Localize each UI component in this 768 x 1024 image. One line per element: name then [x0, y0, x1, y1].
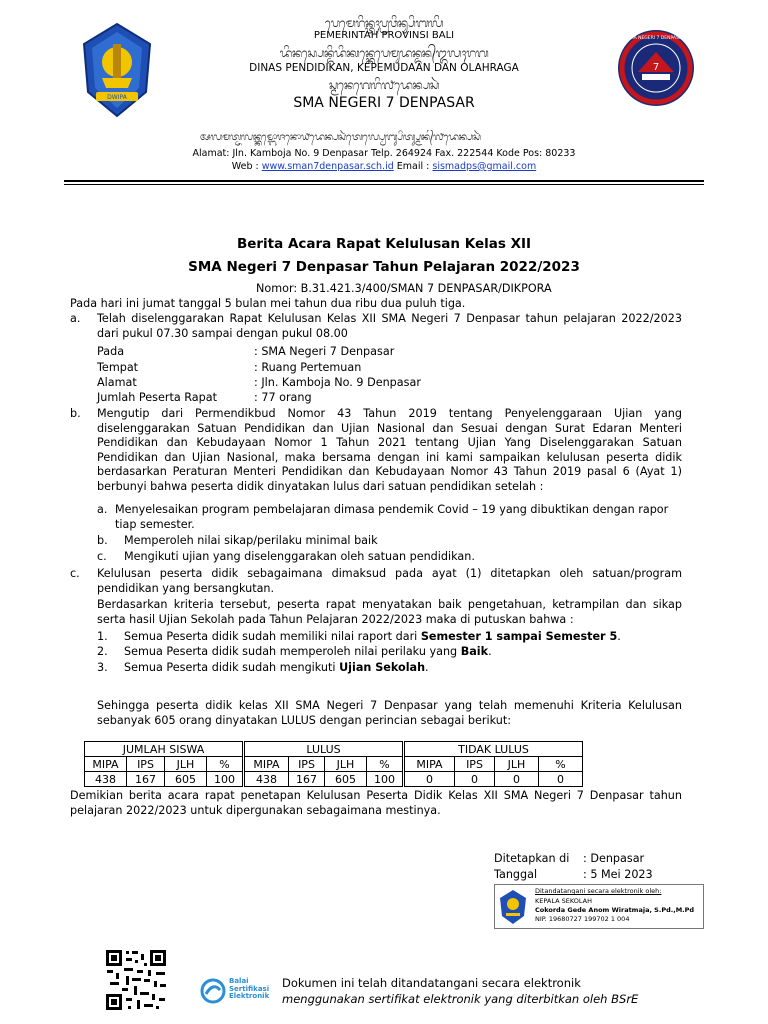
signer-name: Cokorda Gede Anom Wiratmaja, S.Pd.,M.Pd	[535, 906, 695, 914]
point-c-marker: c.	[70, 567, 80, 580]
detail-value-pada: : SMA Negeri 7 Denpasar	[254, 345, 395, 358]
col-jlh: JLH	[325, 757, 367, 772]
tidak-ips: 0	[455, 772, 495, 787]
tanggal-value: : 5 Mei 2023	[583, 868, 653, 881]
c-item-3-post: .	[425, 661, 429, 674]
bsre-line3: Elektronik	[229, 992, 270, 1000]
bsre-line1: Balai	[229, 977, 249, 985]
school-logo-ring-text: SMA NEGERI 7 DENPASAR	[626, 36, 686, 41]
email-label: Email :	[396, 161, 430, 172]
c-item-2-post: .	[488, 645, 492, 658]
c-item-3-marker: 3.	[97, 661, 108, 674]
c-item-3	[124, 661, 429, 676]
c-item-2	[124, 645, 492, 660]
balinese-dept-line: ᬤᬶᬦᬲ᭄ᬧᬾᬦ᭄ᬤᬶᬤᬶᬓᬦ᭄ᬓᬾᬧᬾᬫᬸᬤᬦ᭄ᬤᬦ᭄ᬑᬮᬄᬭᬕ	[279, 46, 489, 60]
qr-code	[104, 948, 168, 1012]
header-divider-thin	[64, 184, 704, 185]
detail-value-alamat: : Jln. Kamboja No. 9 Denpasar	[254, 376, 421, 389]
table-header-row	[85, 757, 583, 772]
lulus-mipa: 438	[245, 772, 289, 787]
dept-name: DINAS PENDIDIKAN, KEPEMUDAAN DAN OLAHRAGA	[249, 62, 519, 74]
col-jlh: JLH	[495, 757, 539, 772]
footer-note-1: Dokumen ini telah ditandatangani secara elektronik	[282, 976, 581, 990]
ditetapkan-label: Ditetapkan di	[494, 852, 570, 865]
jumlah-mipa: 438	[85, 772, 127, 787]
website-link[interactable]: www.sman7denpasar.sch.id	[261, 161, 394, 172]
footer-note-2: menggunakan sertifikat elektronik yang diterbitkan oleh BSrE	[282, 992, 639, 1006]
tidak-jlh: 0	[495, 772, 539, 787]
balinese-gov-line: ᬧᬾᬫᬾᬭᬶᬦ᭄ᬢᬄᬧ᭄ᬭᬯᬶᬦ᭄ᬲᬶᬩᬮᬶ	[324, 16, 444, 30]
school-name: SMA NEGERI 7 DENPASAR	[293, 95, 475, 111]
c-item-2-pre: Semua Peserta didik sudah memperoleh nilai perilaku yang	[124, 645, 461, 658]
c-item-3-pre: Semua Peserta didik sudah mengikuti	[124, 661, 340, 674]
detail-label-alamat: Alamat	[97, 376, 137, 389]
tanggal-label: Tanggal	[494, 868, 538, 881]
school-logo-number: 7	[652, 62, 660, 73]
b-item-c-marker: c.	[97, 550, 107, 563]
detail-value-jumlah: : 77 orang	[254, 391, 312, 404]
detail-label-tempat: Tempat	[97, 361, 139, 374]
tidak-mipa: 0	[405, 772, 455, 787]
balinese-school-line: ᬲ᭄ᬫᬦᬾᬕᬾᬭᬶ᭗ᬤᬾᬦ᭄ᬧᬲᬃ	[328, 78, 440, 92]
detail-value-tempat: : Ruang Pertemuan	[254, 361, 362, 374]
col-percent: %	[539, 757, 583, 772]
point-b-text: Mengutip dari Permendikbud Nomor 43 Tahun 2019 tentang Penyelenggaraan Ujian yang diselenggarakan Satuan Pendidikan dan Ujian Nasional dan Sesuai dengan Surat Edaran Menteri Pendidikan dan Kebudayaan Nomor 1 Tahun 2021 tentang Ujian Yang Diselenggarakan Satuan Pendidikan dan Ujian Nasional, maka bersama dengan ini kami sampaikan kelulusan peserta didik berdasarkan Peraturan Menteri Pendidikan dan Kebudayaan Nomor 43 Tahun 2019 pasal 6 (Ayat 1) berbunyi bahwa peserta didik dinyatakan lulus dari satuan pendidikan setelah :	[97, 407, 682, 493]
c-item-1-post: .	[617, 630, 621, 643]
signature-emblem	[498, 889, 528, 925]
signer-role: KEPALA SEKOLAH	[535, 897, 592, 905]
bali-province-logo	[80, 22, 154, 118]
bsre-line2: Sertifikasi	[229, 984, 270, 993]
school-address: Alamat: Jln. Kamboja No. 9 Denpasar Telp. 264924 Fax. 222544 Kode Pos: 80233	[192, 148, 576, 159]
point-a-marker: a.	[70, 312, 81, 325]
document-title-line1: Berita Acara Rapat Kelulusan Kelas XII	[236, 236, 532, 252]
col-jlh: JLH	[165, 757, 207, 772]
web-email-line	[150, 161, 618, 172]
detail-label-pada: Pada	[97, 345, 125, 358]
detail-label-jumlah: Jumlah Peserta Rapat	[97, 391, 217, 404]
jumlah-percent: 100	[207, 772, 243, 787]
header-divider	[64, 180, 704, 182]
web-label: Web :	[231, 161, 259, 172]
summary-paragraph: Sehingga peserta didik kelas XII SMA Negeri 7 Denpasar yang telah memenuhi Kriteria Kelulusan sebanyak 605 orang dinyatakan LULUS dengan perincian sebagai berikut:	[97, 699, 682, 727]
lulus-ips: 167	[289, 772, 325, 787]
point-b-marker: b.	[70, 407, 81, 420]
jumlah-ips: 167	[127, 772, 165, 787]
c-item-1	[124, 630, 621, 645]
c-item-1-marker: 1.	[97, 630, 108, 643]
c-item-2-bold: Baik	[460, 645, 489, 658]
jumlah-jlh: 605	[165, 772, 207, 787]
closing-paragraph: Demikian berita acara rapat penetapan Kelulusan Peserta Didik Kelas XII SMA Negeri 7 Denpasar tahun pelajaran 2022/2023 untuk dipergunakan sebagaimana mestinya.	[70, 789, 682, 817]
b-item-b-marker: b.	[97, 534, 108, 547]
document-number: Nomor: B.31.421.3/400/SMAN 7 DENPASAR/DIKPORA	[256, 282, 552, 295]
lulus-percent: 100	[367, 772, 403, 787]
bsre-logo-icon	[200, 978, 226, 1004]
school-logo	[616, 28, 696, 108]
col-mipa: MIPA	[245, 757, 289, 772]
lulus-jlh: 605	[325, 772, 367, 787]
col-ips: IPS	[289, 757, 325, 772]
b-item-a-text: Menyelesaikan program pembelajaran dimasa pendemik Covid – 19 yang dibuktikan dengan rapor tiap semester.	[115, 503, 669, 531]
c-item-2-marker: 2.	[97, 645, 108, 658]
col-mipa: MIPA	[85, 757, 127, 772]
col-percent: %	[367, 757, 403, 772]
document-title-line2: SMA Negeri 7 Denpasar Tahun Pelajaran 2022/2023	[188, 259, 580, 275]
intro-paragraph: Pada hari ini jumat tanggal 5 bulan mei tahun dua ribu dua puluh tiga.	[70, 297, 466, 310]
tidak-percent: 0	[539, 772, 583, 787]
b-item-a-marker: a.	[97, 503, 108, 516]
c-item-1-pre: Semua Peserta didik sudah memiliki nilai raport dari	[124, 630, 421, 643]
point-c-text: Kelulusan peserta didik sebagaimana dimaksud pada ayat (1) ditetapkan oleh satuan/program pendidikan yang bersangkutan.	[97, 567, 682, 595]
group-lulus: LULUS	[245, 742, 403, 757]
e-signature-box	[494, 884, 704, 929]
balinese-address-line: ᬅᬮᬫᬢ᭄ᬚᬮᬦ᭄ᬓᬫ᭄ᬩᭀᬚᬦᭀ᭙ᬤᬾᬦ᭄ᬧᬲᬃᬢᬾᬮ᭄ᬧ᭄ᬯᬾᬩ᭄ᬲᬶᬢ᭄ᬲ᭄ᬫᬦ᭄᭗ᬤᬾᬦ᭄ᬧᬲᬃ	[200, 132, 481, 143]
table-group-row	[85, 742, 583, 757]
col-percent: %	[207, 757, 243, 772]
c-item-1-bold: Semester 1 sampai Semester 5	[420, 630, 618, 643]
b-item-b-text: Memperoleh nilai sikap/perilaku minimal baik	[124, 534, 378, 547]
point-c-text2: Berdasarkan kriteria tersebut, peserta rapat menyatakan baik pengetahuan, ketrampilan dan sikap serta hasil Ujian Sekolah pada Tahun Pelajaran 2022/2023 maka di putuskan bahwa :	[97, 598, 682, 626]
col-mipa: MIPA	[405, 757, 455, 772]
bsre-logo-text	[229, 978, 269, 1001]
results-table	[84, 741, 583, 787]
signer-nip: NIP. 19680727 199702 1 004	[535, 915, 630, 923]
table-row	[85, 772, 583, 787]
c-item-3-bold: Ujian Sekolah	[339, 661, 426, 674]
col-ips: IPS	[455, 757, 495, 772]
col-ips: IPS	[127, 757, 165, 772]
email-link[interactable]: sismadps@gmail.com	[432, 161, 537, 172]
gov-name: PEMERINTAH PROVINSI BALI	[313, 30, 455, 41]
ditetapkan-value: : Denpasar	[583, 852, 645, 865]
signed-note: Ditandatangani secara elektronik oleh:	[535, 887, 662, 895]
point-a-text: Telah diselenggarakan Rapat Kelulusan Kelas XII SMA Negeri 7 Denpasar tahun pelajaran 2022/2023 dari pukul 07.30 sampai dengan pukul 08.00	[97, 312, 682, 340]
group-jumlah-siswa: JUMLAH SISWA	[85, 742, 243, 757]
group-tidak-lulus: TIDAK LULUS	[405, 742, 583, 757]
bali-logo-ribbon-text: DWIPA	[107, 94, 127, 101]
b-item-c-text: Mengikuti ujian yang diselenggarakan oleh satuan pendidikan.	[124, 550, 475, 563]
